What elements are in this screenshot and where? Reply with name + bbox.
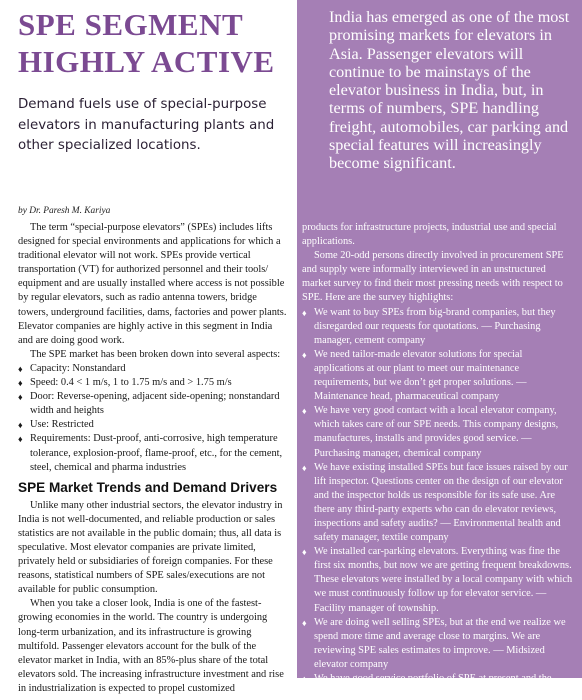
diamond-bullet-icon: ♦	[302, 307, 307, 318]
list-item: ♦ We need tailor-made elevator solutions for special applications at our plant to meet our maintenance requirements, but we don’t get proper solutions. — Maintenance head, pharmaceutical company	[302, 348, 527, 403]
list-item: ♦ We installed car-parking elevators. Everything was fine the first six months, but now we are getting frequent breakdowns. These elevators were installed by a local company with which we must continuously follow up for elevator service. — Facility manager of township.	[302, 546, 573, 614]
diamond-bullet-icon: ♦	[18, 392, 23, 403]
body-paragraph: The term “special-purpose elevators” (SPEs) includes lifts designed for special environments and applications for which a traditional elevator will not work. SPEs provide vertical transportation (VT) for authorized personnel and their tools/ equipment and are usually installed where access is not possible by regular elevators, such as radio antenna towers, bridge towers, underground facilities, dams, factories and power plants. Elevator companies are highly active in this segment in India and are doing good work.	[18, 222, 287, 346]
title-line-2: HIGHLY ACTIVE	[18, 44, 275, 79]
list-item: ♦ Door: Reverse-opening, adjacent side-opening; nonstandard width and heights	[18, 391, 280, 417]
diamond-bullet-icon: ♦	[302, 349, 307, 360]
section-subhead: SPE Market Trends and Demand Drivers	[18, 479, 278, 495]
list-item: ♦ We are doing well selling SPEs, but at the end we realize we spend more time and average close to margins. We are reviewing SPE sales estimates to improve. — Midsized elevator company	[302, 616, 566, 670]
diamond-bullet-icon: ♦	[302, 462, 307, 473]
body-paragraph: Unlike many other industrial sectors, the elevator industry in India is not well-documented, and reliable production or sales statistics are not available in the public domain; thus, all data is speculative. Most elevator companies are private limited, privately held or subsidiaries of foreign companies. For these reasons, statistical numbers of SPE sales/executions are not available for public consumption.	[18, 499, 283, 596]
diamond-bullet-icon: ♦	[18, 434, 23, 445]
list-item: ♦ Speed: 0.4 < 1 m/s, 1 to 1.75 m/s and > 1.75 m/s	[18, 376, 288, 390]
diamond-bullet-icon: ♦	[302, 617, 307, 628]
list-item: ♦ We have very good contact with a local elevator company, which takes care of our SPE needs. This company designs, manufactures, installs and provides good service. — Purchasing manager, chemical company	[302, 405, 559, 459]
article-dek: Demand fuels use of special-purpose elevators in manufacturing plants and other specialized locations.	[18, 97, 275, 153]
pull-quote: India has emerged as one of the most promising markets for elevators in Asia. Passenger elevators will continue to be mainstays of the elevator business in India, but, in terms of numbers, SPE handling freight, automobiles, car parking and special features will increasingly become significant.	[329, 8, 570, 173]
body-column-2	[302, 221, 574, 700]
list-item: ♦ Use: Restricted	[18, 418, 288, 432]
spec-list	[18, 362, 288, 475]
list-item: ♦ We have existing installed SPEs but face issues raised by our lift inspector. Questions center on the design of our elevator and the inspector holds us responsible for its safe use. Are there any third-party experts who can do elevator reviews, inspections and safety audits? — Environmental health and safety manager, textile company	[302, 461, 568, 544]
body-paragraph: The SPE market has been broken down into several aspects:	[30, 348, 281, 360]
body-paragraph: products for infrastructure projects, industrial use and special applications.	[302, 222, 557, 248]
list-item: ♦ We have good service portfolio of SPE at present and the capacity to design, deliver and service SPE requirements to	[302, 673, 561, 699]
list-item: ♦ Requirements: Dust-proof, anti-corrosive, high temperature tolerance, explosion-proof, flame-proof, etc., for the cement, steel, chemical and pharma industries	[18, 433, 283, 473]
article-title	[18, 6, 293, 80]
diamond-bullet-icon: ♦	[18, 420, 23, 431]
list-item: ♦ Capacity: Nonstandard	[18, 362, 288, 376]
title-line-1: SPE SEGMENT	[18, 7, 244, 42]
survey-highlights-list	[302, 306, 574, 700]
list-item: ♦ We want to buy SPEs from big-brand companies, but they disregarded our requests for quotations. — Purchasing manager, cement company	[302, 306, 556, 346]
diamond-bullet-icon: ♦	[302, 406, 307, 417]
body-column-1	[18, 221, 288, 696]
diamond-bullet-icon: ♦	[18, 363, 23, 374]
body-paragraph: Some 20-odd persons directly involved in procurement SPE and supply were informally interviewed in an unstructured market survey to find their most pressing needs with respect to SPE. Here are the survey highlights:	[302, 250, 564, 304]
byline: by Dr. Paresh M. Kariya	[18, 206, 111, 216]
body-paragraph: When you take a closer look, India is one of the fastest-growing economies in the world. The country is undergoing long-term urbanization, and its infrastructure is growing multifold. Passenger elevators account for the bulk of the elevator market in India, with an 85%-plus share of the total elevators sold. The increasing infrastructure investment and rise in industrialization is expected to propel customized	[18, 598, 284, 694]
diamond-bullet-icon: ♦	[302, 674, 307, 684]
diamond-bullet-icon: ♦	[18, 378, 23, 389]
diamond-bullet-icon: ♦	[302, 547, 307, 558]
